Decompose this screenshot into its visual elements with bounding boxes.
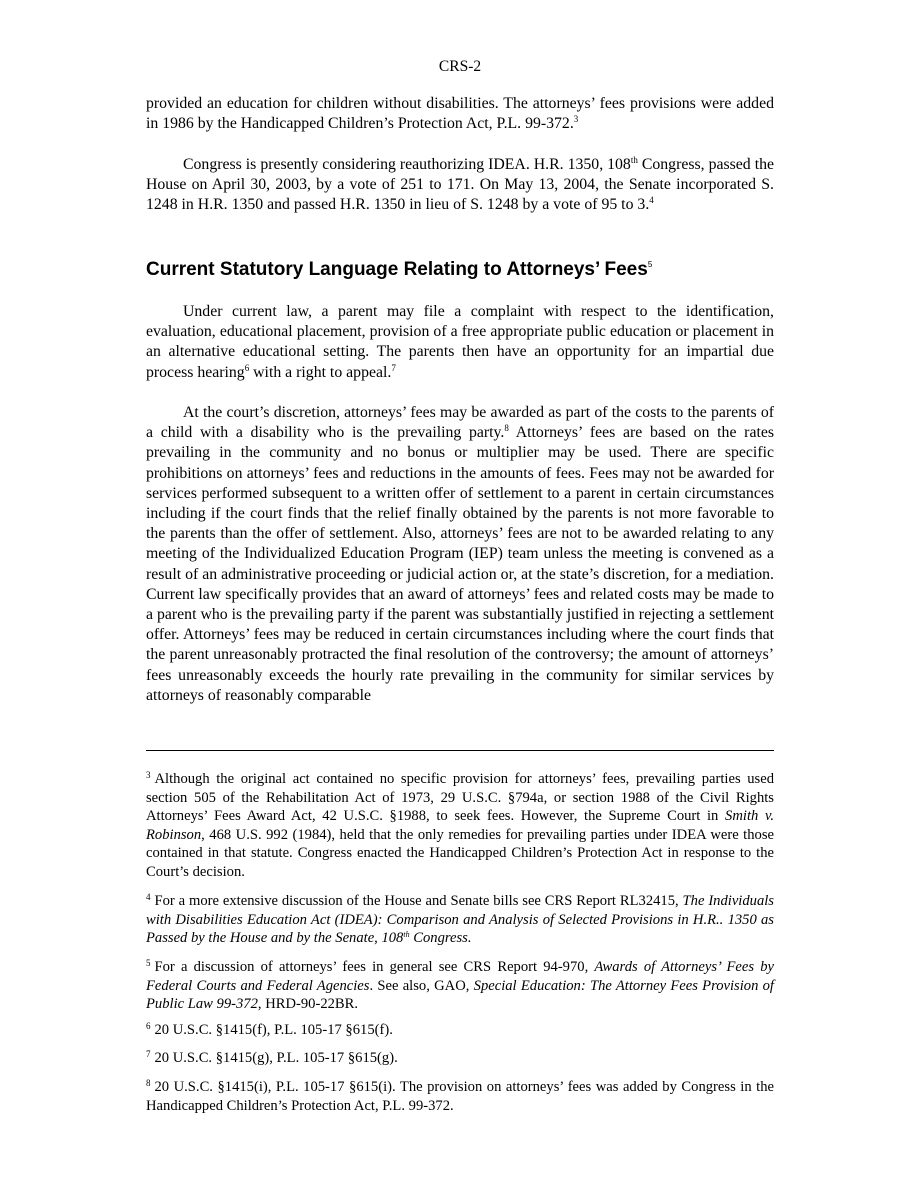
section-heading: Current Statutory Language Relating to Attorneys’ Fees$^5$ [146, 259, 653, 280]
footnote-ref-4: 4 [649, 195, 654, 206]
footnote-4: $^4$ For a more extensive discussion of the House and Senate bills see CRS Report RL32415, The Individuals with Disabilities Education Act (IDEA): Comparison and Analysis of Selected Provisions in H.R.. 1350 as Passed by the House and by the Senate, 108th Congress. [146, 892, 774, 947]
footnote-6: $^6$ 20 U.S.C. §1415(f), P.L. 105-17 §615(f). [146, 1021, 393, 1038]
paragraph-1: provided an education for children without disabilities. The attorneys’ fees provisions were added in 1986 by the Handicapped Children’s Protection Act, P.L. 99-372.$^3$ [146, 95, 774, 133]
superscript-th: th [630, 155, 638, 165]
paragraph-3: Under current law, a parent may file a complaint with respect to the identification, evaluation, educational placement, provision of a free appropriate public education or placement in an alternative educational setting. The parents then have an opportunity for an impartial due process hearing$^6$ with a right to appeal.$^7$ [146, 303, 774, 381]
paragraph-2: Congress is presently considering reauthorizing IDEA. H.R. 1350, 108th Congress, passed the House on April 30, 2003, by a vote of 251 to 171. On May 13, 2004, the Senate incorporated S. 1248 in H.R. 1350 and passed H.R. 1350 in lieu of S. 1248 by a vote of 95 to 3.$^4$ [146, 155, 774, 214]
footnote-5: $^5$ For a discussion of attorneys’ fees in general see CRS Report 94-970, Awards of Attorneys’ Fees by Federal Courts and Federal Agencies. See also, GAO, Special Education: The Attorney Fees Provision of Public Law 99-372, HRD-90-22BR. [146, 958, 774, 1013]
footnote-ref-3: 3 [573, 114, 579, 125]
footnote-ref-6: 6 [244, 362, 250, 373]
footnote-divider [146, 750, 774, 751]
footnote-3: $^3$ Although the original act contained no specific provision for attorneys’ fees, prevailing parties used section 505 of the Rehabilitation Act of 1973, 29 U.S.C. §794a, or section 1988 of the Civil Rights Attorneys’ Fees Award Act, 42 U.S.C. §1988, to seek fees. However, the Supreme Court in Smith v. Robinson, 468 U.S. 992 (1984), held that the only remedies for prevailing parties under IDEA were those contained in that statute. Congress enacted the Handicapped Children’s Protection Act in response to the Court’s decision. [146, 770, 775, 880]
paragraph-4: At the court’s discretion, attorneys’ fees may be awarded as part of the costs to the parents of a child with a disability who is the prevailing party.$^8$ Attorneys’ fees are based on the rates prevailing in the community and no bonus or multiplier may be used. There are specific prohibitions on attorneys’ fees and reductions in the amounts of fees. Fees may not be awarded for services performed subsequent to a written offer of settlement to a parent in certain circumstances including if the court finds that the relief finally obtained by the parents is not more favorable to the parents than the offer of settlement. Also, attorneys’ fees are not to be awarded relating to any meeting of the Individualized Education Program (IEP) team unless the meeting is convened as a result of an administrative proceeding or judicial action or, at the state’s discretion, for a mediation. Current law specifically provides that an award of attorneys’ fees and related costs may be made to a parent who is the prevailing party if the parent was substantially justified in rejecting a settlement offer. Attorneys’ fees may be reduced in certain circumstances including where the court finds that the parent unreasonably protracted the final resolution of the controversy; the amount of attorneys’ fees unreasonably exceeds the hourly rate prevailing in the community for similar services by attorneys of reasonably comparable [146, 404, 775, 704]
footnote-ref-7: 7 [391, 362, 396, 373]
footnote-7: $^7$ 20 U.S.C. §1415(g), P.L. 105-17 §615(g). [146, 1049, 398, 1066]
page-header: CRS-2 [438, 58, 482, 75]
footnote-ref-5: 5 [647, 260, 653, 269]
footnote-ref-8: 8 [504, 423, 509, 434]
footnote-8: $^8$ 20 U.S.C. §1415(i), P.L. 105-17 §615(i). The provision on attorneys’ fees was added by Congress in the Handicapped Children’s Protection Act, P.L. 99-372. [146, 1078, 774, 1114]
